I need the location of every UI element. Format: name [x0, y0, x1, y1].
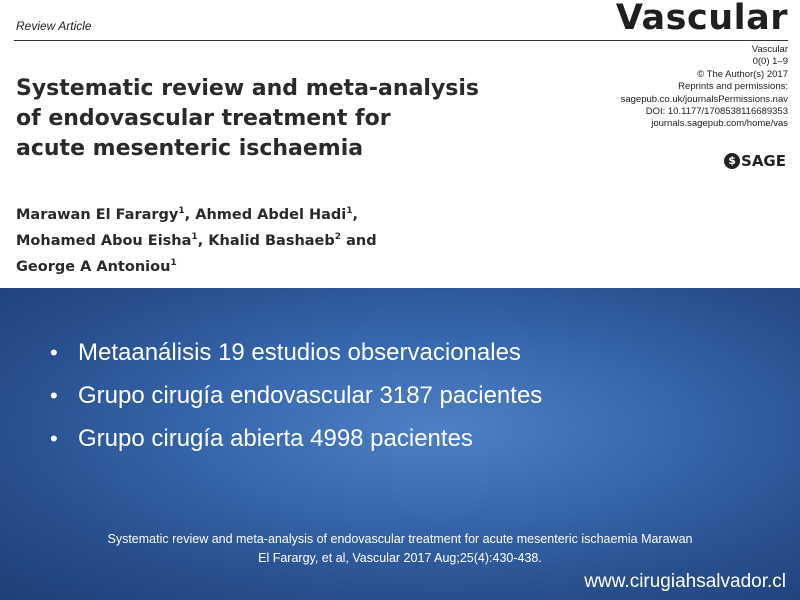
- author-affiliation: 1: [346, 206, 353, 216]
- meta-copyright: © The Author(s) 2017: [697, 68, 788, 80]
- author-conjunction: and: [346, 233, 377, 249]
- journal-metadata: [621, 44, 788, 131]
- meta-doi: DOI: 10.1177/1708538116689353: [645, 106, 788, 118]
- author-affiliation: 2: [334, 232, 342, 242]
- author-name: Khalid Bashaeb: [208, 233, 335, 249]
- author-affiliation: 1: [178, 206, 185, 216]
- bullet-text: Metaanálisis 19 estudios observacionales: [78, 339, 521, 366]
- meta-issue: 0(0) 1–9: [752, 56, 788, 68]
- meta-journal: Vascular: [751, 44, 788, 55]
- journal-logo: Vascular: [615, 0, 788, 38]
- meta-reprints: Reprints and permissions:: [678, 81, 788, 93]
- author-line: [16, 226, 377, 252]
- citation-line: Systematic review and meta-analysis of endovascular treatment for acute mesenteric ischaemia Marawan: [107, 532, 693, 546]
- publisher-logo: [724, 152, 786, 170]
- bullet-item: [50, 376, 542, 419]
- citation-line: El Farargy, et al, Vascular 2017 Aug;25(4):430-438.: [258, 551, 542, 565]
- meta-homepage: journals.sagepub.com/home/vas: [651, 118, 788, 130]
- paper-title-line: Systematic review and meta-analysis: [16, 76, 480, 101]
- paper-title-line: of endovascular treatment for: [16, 106, 391, 131]
- publisher-name: SAGE: [741, 152, 786, 170]
- author-separator: ,: [197, 233, 204, 249]
- citation: [40, 530, 760, 568]
- bullet-text: Grupo cirugía abierta 4998 pacientes: [78, 425, 473, 452]
- author-line: [16, 200, 377, 226]
- author-separator: ,: [184, 207, 191, 223]
- author-separator: ,: [352, 207, 359, 223]
- bullet-icon: •: [50, 340, 58, 365]
- author-name: Marawan El Farargy: [16, 207, 179, 223]
- author-name: Ahmed Abdel Hadi: [195, 207, 347, 223]
- sage-logo-icon: $: [724, 153, 740, 169]
- header-divider: [14, 40, 788, 41]
- author-affiliation: 1: [191, 232, 198, 242]
- article-type-label: Review Article: [16, 19, 92, 33]
- author-name: George A Antoniou: [16, 259, 171, 275]
- bullet-text: Grupo cirugía endovascular 3187 pacientes: [78, 382, 543, 409]
- author-affiliation: 1: [170, 258, 177, 268]
- meta-permissions-url: sagepub.co.uk/journalsPermissions.nav: [620, 93, 788, 105]
- paper-title-line: acute mesenteric ischaemia: [16, 136, 364, 161]
- author-name: Mohamed Abou Eisha: [16, 233, 192, 249]
- bullet-item: [50, 333, 542, 376]
- bullet-icon: •: [50, 383, 58, 408]
- website-link[interactable]: www.cirugiahsalvador.cl: [584, 571, 786, 592]
- bullet-item: [50, 419, 542, 462]
- bullet-list: [50, 333, 542, 462]
- paper-title: [16, 74, 536, 164]
- bullet-icon: •: [50, 426, 58, 451]
- author-line: [16, 252, 377, 278]
- author-list: [16, 200, 377, 278]
- article-header-image: [0, 0, 800, 288]
